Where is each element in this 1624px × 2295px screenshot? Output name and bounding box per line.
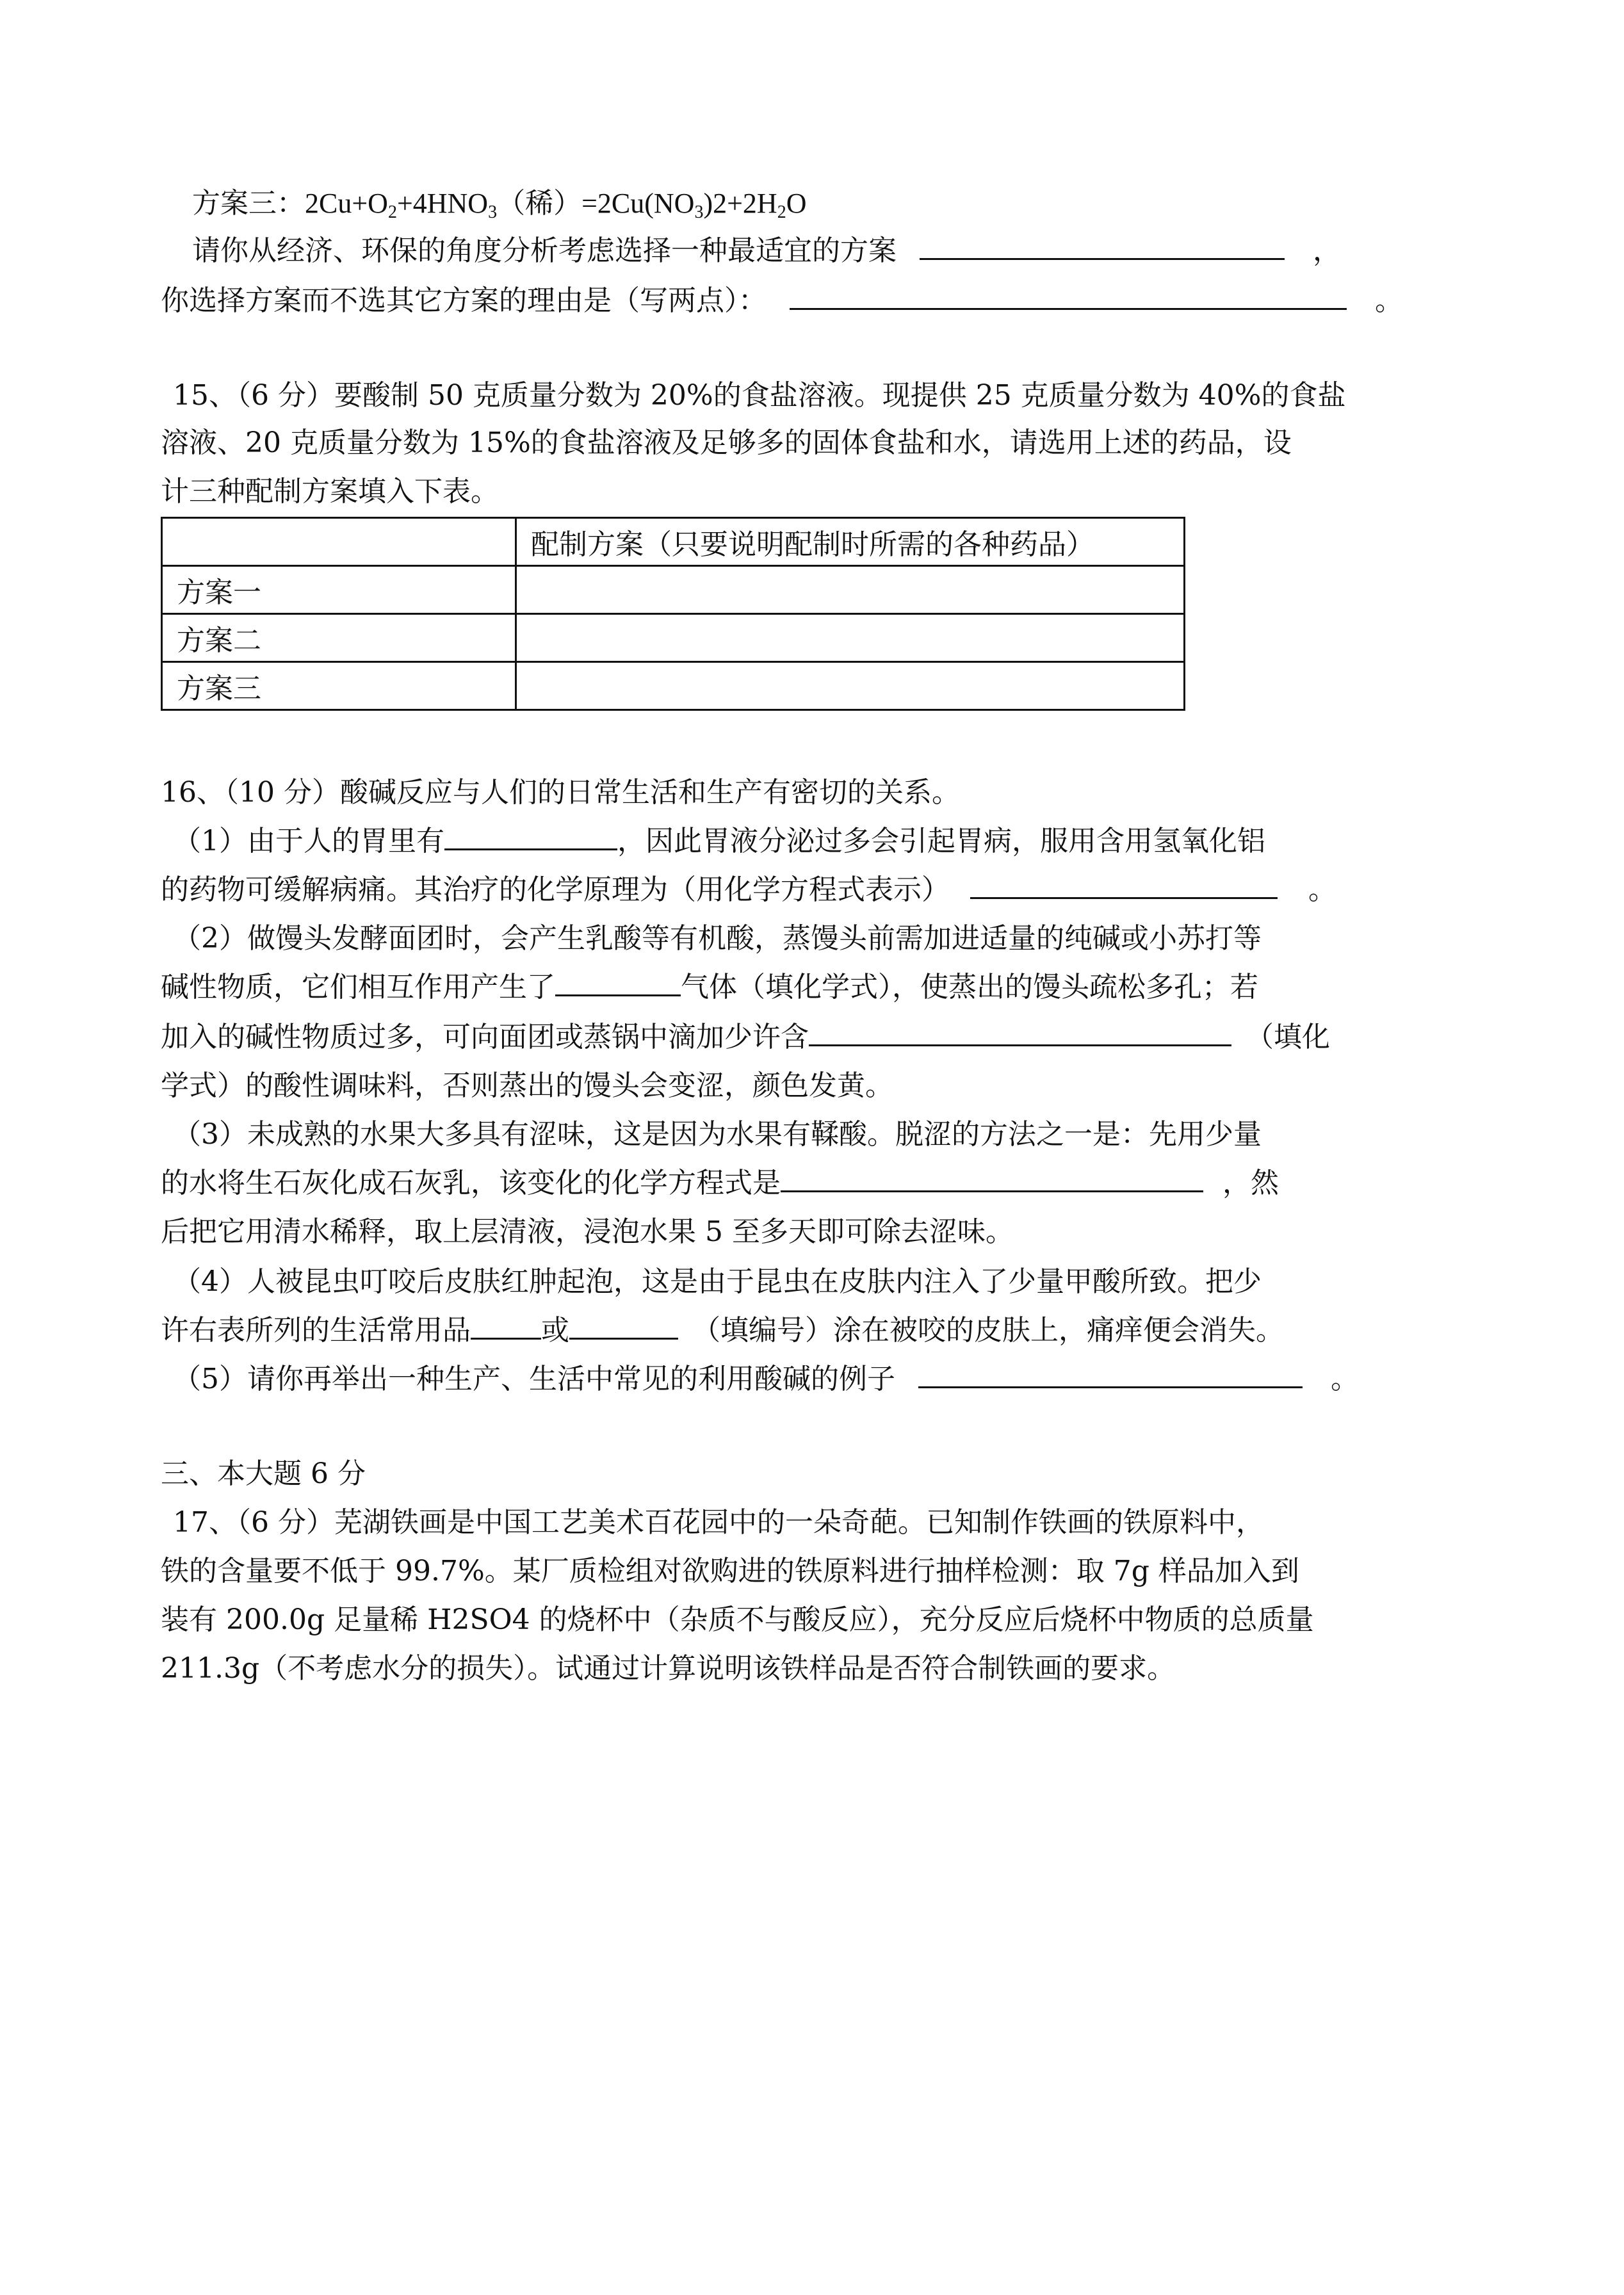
q15-line-3: 计三种配制方案填入下表。 <box>161 475 499 508</box>
q16-part1-line1: （1）由于人的胃里有 ，因此胃液分泌过多会引起胃病，服用含用氢氧化铝 <box>173 822 1265 861</box>
table-row-label: 方案一 <box>162 566 516 614</box>
q16-part2-line1: （2）做馒头发酵面团时，会产生乳酸等有机酸，蒸馒头前需加进适量的纯碱或小苏打等 <box>173 922 1262 955</box>
table-answer-cell[interactable] <box>516 566 1185 614</box>
table-row-label: 方案三 <box>162 662 516 710</box>
table-answer-cell[interactable] <box>516 614 1185 662</box>
scheme3-label: 方案三： <box>192 187 305 220</box>
equation-text: $2Cu+O_2+4HNO_3$（稀）$=2Cu(NO_3)2+2H_2O$ <box>305 188 807 222</box>
table-row <box>162 614 1185 662</box>
q16-part2-line3: 加入的碱性物质过多，可向面团或蒸锅中滴加少许含 （填化 <box>161 1018 1330 1057</box>
preparation-plan-table <box>161 517 1185 711</box>
answer-blank-gas-formula[interactable] <box>555 969 681 996</box>
q17-line-1: 17、（6 分）芜湖铁画是中国工艺美术百花园中的一朵奇葩。已知制作铁画的铁原料中， <box>173 1506 1264 1539</box>
answer-blank-reason[interactable] <box>790 282 1347 310</box>
table-header-cell <box>162 518 516 566</box>
q16-part4-line2: 许右表所列的生活常用品 或 （填编号）涂在被咬的皮肤上，痛痒便会消失。 <box>161 1311 1284 1350</box>
table-answer-cell[interactable] <box>516 662 1185 710</box>
q17-line-3: 装有 200.0g 足量稀 H2SO4 的烧杯中（杂质不与酸反应），充分反应后烧杯中物质的总质量 <box>161 1603 1314 1636</box>
q16-part3-line1: （3）未成熟的水果大多具有涩味，这是因为水果有鞣酸。脱涩的方法之一是：先用少量 <box>173 1118 1262 1151</box>
q17-line-2: 铁的含量要不低于 99.7%。某厂质检组对欲购进的铁原料进行抽样检测：取 7g 样品加入到 <box>161 1555 1299 1587</box>
table-row-label: 方案二 <box>162 614 516 662</box>
q14-reason-line: 你选择方案而不选其它方案的理由是（写两点）： 。 <box>161 282 1403 320</box>
q16-title: 16、（10 分）酸碱反应与人们的日常生活和生产有密切的关系。 <box>161 776 960 809</box>
q16-part4-line1: （4）人被昆虫叮咬后皮肤红肿起泡，这是由于昆虫在皮肤内注入了少量甲酸所致。把少 <box>173 1265 1262 1298</box>
q14-choose-line: 请你从经济、环保的角度分析考虑选择一种最适宜的方案 ， <box>192 232 1341 270</box>
q16-part3-line2: 的水将生石灰化成石灰乳，该变化的化学方程式是 ，然 <box>161 1164 1279 1203</box>
q16-part5-line: （5）请你再举出一种生产、生活中常见的利用酸碱的例子 。 <box>173 1360 1359 1399</box>
q16-part1-line2: 的药物可缓解病痛。其治疗的化学原理为（用化学方程式表示） 。 <box>161 871 1336 909</box>
scheme3-equation <box>192 184 806 223</box>
section3-heading: 三、本大题 6 分 <box>161 1457 366 1490</box>
table-row <box>162 662 1185 710</box>
q15-line-1: 15、（6 分）要酸制 50 克质量分数为 20%的食盐溶液。现提供 25 克质量分数为 40%的食盐 <box>173 379 1346 412</box>
table-header-row <box>162 518 1185 566</box>
answer-blank-equation-2[interactable] <box>781 1165 1203 1192</box>
q16-part3-line3: 后把它用清水稀释，取上层清液，浸泡水果 5 至多天即可除去涩味。 <box>161 1215 1014 1248</box>
q17-line-4: 211.3g（不考虑水分的损失）。试通过计算说明该铁样品是否符合制铁画的要求。 <box>161 1652 1176 1685</box>
answer-blank-best-scheme[interactable] <box>920 232 1285 260</box>
answer-blank-equation-1[interactable] <box>970 872 1278 899</box>
answer-blank-item-2[interactable] <box>569 1312 678 1340</box>
answer-blank-example[interactable] <box>918 1361 1303 1388</box>
q16-part2-line2: 碱性物质，它们相互作用产生了 气体（填化学式），使蒸出的馒头疏松多孔；若 <box>161 968 1258 1007</box>
answer-blank-acid-formula[interactable] <box>809 1019 1231 1046</box>
answer-blank-item-1[interactable] <box>471 1312 541 1340</box>
table-row <box>162 566 1185 614</box>
table-header-cell: 配制方案（只要说明配制时所需的各种药品） <box>516 518 1185 566</box>
q15-line-2: 溶液、20 克质量分数为 15%的食盐溶液及足够多的固体食盐和水，请选用上述的药品，设 <box>161 426 1292 459</box>
answer-blank-stomach-acid[interactable] <box>444 823 617 850</box>
q16-part2-line4: 学式）的酸性调味料，否则蒸出的馒头会变涩，颜色发黄。 <box>161 1069 893 1102</box>
